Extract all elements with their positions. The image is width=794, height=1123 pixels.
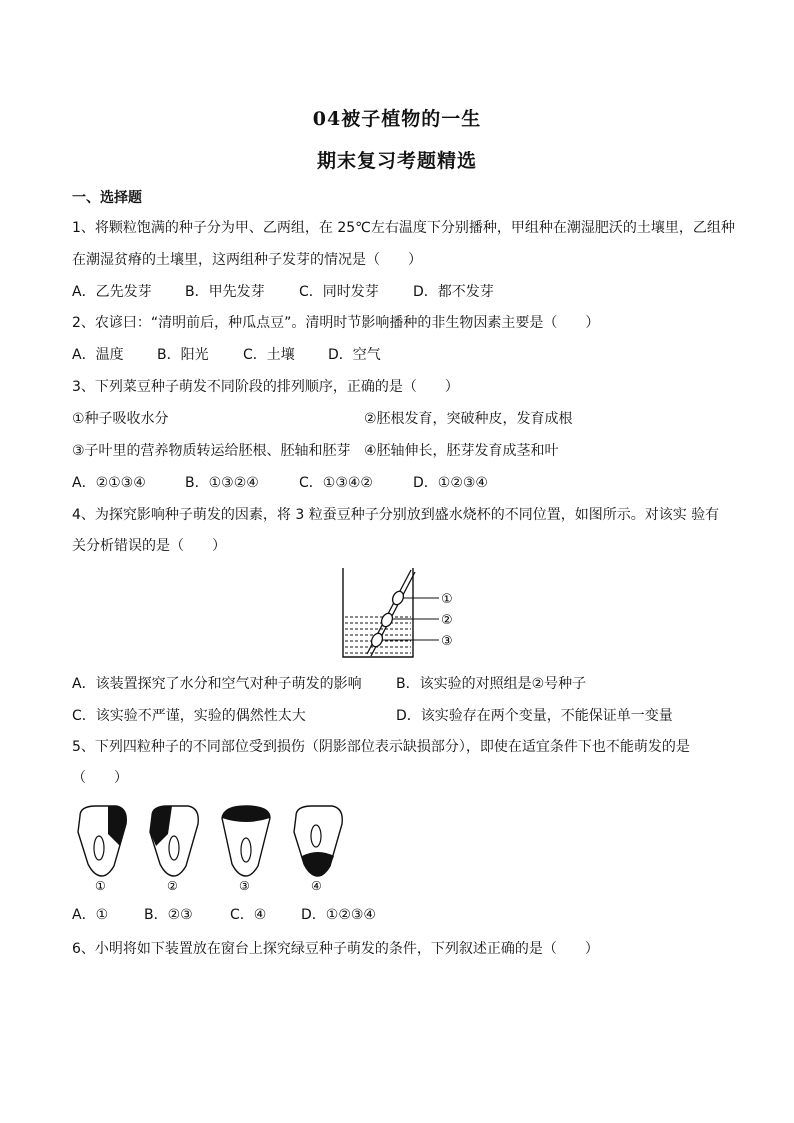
section-heading: 一、选择题 (72, 190, 142, 206)
q4-option-a: A．该装置探究了水分和空气对种子萌发的影响 (72, 676, 362, 692)
q5-option-b: B．②③ (144, 907, 193, 923)
beaker-seed-figure (335, 564, 465, 664)
q5-option-a: A．① (72, 907, 109, 923)
q5-stem-line2: （ ） (72, 770, 128, 786)
seed-figure-4 (294, 806, 342, 893)
damaged-seeds-figure (72, 804, 352, 894)
seed-label-4: ④ (311, 879, 322, 893)
q2-stem: 2、农谚曰：“清明前后，种瓜点豆”。清明时节影响播种的非生物因素主要是（ ） (72, 315, 600, 331)
q3-option-c: C．①③④② (299, 475, 373, 491)
seed-figure-1 (78, 806, 126, 893)
q1-option-d: D．都不发芽 (413, 284, 494, 300)
q3-item-4: ④胚轴伸长，胚芽发育成茎和叶 (364, 443, 559, 459)
q1-option-b: B．甲先发芽 (185, 284, 265, 300)
page-title: 04被子植物的一生 (312, 108, 482, 130)
q1-option-a: A．乙先发芽 (72, 284, 152, 300)
seed-figure-2 (150, 806, 198, 893)
q1-stem-line1: 1、将颗粒饱满的种子分为甲、乙两组，在 25℃左右温度下分别播种，甲组种在潮湿肥沃的土壤里，乙组种 (72, 220, 735, 236)
q5-option-d: D．①②③④ (301, 907, 376, 923)
q2-option-c: C．土壤 (243, 347, 295, 363)
q1-stem-line2: 在潮湿贫瘠的土壤里，这两组种子发芽的情况是（ ） (72, 252, 422, 268)
q3-item-3: ③子叶里的营养物质转运给胚根、胚轴和胚芽 (72, 443, 351, 459)
page-subtitle: 期末复习考题精选 (316, 150, 477, 172)
seed-label-2: ② (167, 879, 178, 893)
q6-stem: 6、小明将如下装置放在窗台上探究绿豆种子萌发的条件，下列叙述正确的是（ ） (72, 941, 599, 957)
q4-option-d: D．该实验存在两个变量，不能保证单一变量 (396, 708, 673, 724)
seed-figure-3 (222, 806, 270, 893)
q5-stem-line1: 5、下列四粒种子的不同部位受到损伤（阴影部位表示缺损部分），即使在适宜条件下也不能萌发的是 (72, 739, 690, 755)
q3-option-d: D．①②③④ (413, 475, 488, 491)
seed-label-3: ③ (239, 879, 250, 893)
q4-option-c: C．该实验不严谨，实验的偶然性太大 (72, 708, 306, 724)
seed-label-1: ① (95, 879, 106, 893)
q2-option-d: D．空气 (328, 347, 381, 363)
q3-item-2: ②胚根发育，突破种皮，发育成根 (364, 411, 573, 427)
q4-option-b: B．该实验的对照组是②号种子 (396, 676, 587, 692)
q3-option-b: B．①③②④ (185, 475, 259, 491)
q3-stem: 3、下列菜豆种子萌发不同阶段的排列顺序，正确的是（ ） (72, 379, 459, 395)
q3-item-1: ①种子吸收水分 (72, 411, 169, 427)
q2-option-a: A．温度 (72, 347, 124, 363)
q5-option-c: C．④ (230, 907, 267, 923)
figure-label-3: ③ (441, 634, 453, 649)
q4-stem-line2: 关分析错误的是（ ） (72, 538, 226, 554)
q3-option-a: A．②①③④ (72, 475, 146, 491)
figure-label-2: ② (441, 613, 453, 628)
q1-option-c: C．同时发芽 (299, 284, 379, 300)
q2-option-b: B．阳光 (157, 347, 209, 363)
figure-label-1: ① (441, 592, 453, 607)
q4-stem-line1: 4、为探究影响种子萌发的因素，将 3 粒蚕豆种子分别放到盛水烧杯的不同位置，如图所示。对该实 验有 (72, 507, 720, 523)
